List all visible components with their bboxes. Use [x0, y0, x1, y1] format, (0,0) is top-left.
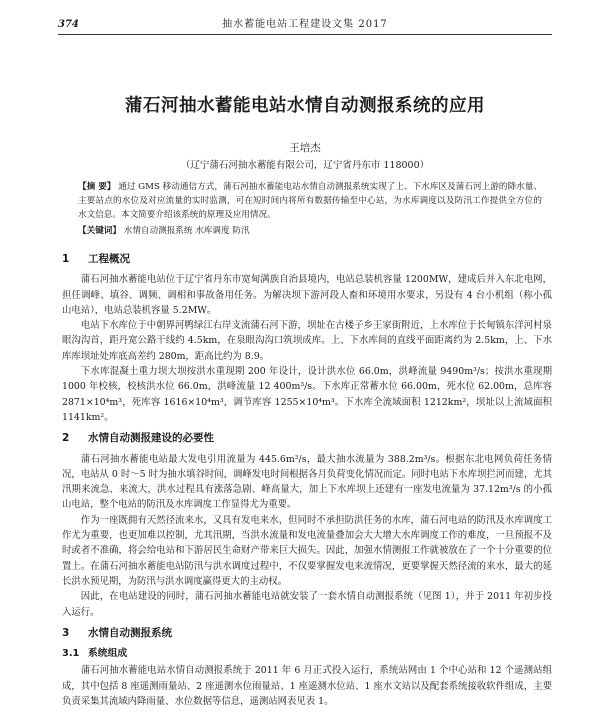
page-number: 374 — [58, 19, 79, 30]
section-title: 工程概况 — [88, 253, 130, 265]
paragraph: 下水库混凝土重力坝大坝按洪水重现期 200 年设计，设计洪水位 66.0m，洪峰流量 9490m³/s；按洪水重现期 1000 年校核，校核洪水位 66.0m，洪峰流量 12 400m³/s。下水库正常蓄水位 66.00m，死水位 62.00m，总库容 2871×10⁴m³，死库容 1616×10⁴m³，调节库容 1255×10⁴m³。下水库全流域面积 1212km²，坝址以上流域面积 1141km²。 — [62, 366, 552, 423]
abstract — [78, 180, 542, 222]
paragraph: 因此，在电站建设的同时，蒲石河抽水蓄能电站就安装了一套水情自动测报系统（见图 1），并于 2011 年初步投入运行。 — [62, 591, 552, 618]
section-heading — [62, 626, 552, 641]
section-heading — [62, 431, 552, 446]
article-body — [62, 246, 552, 709]
keywords — [78, 224, 542, 238]
subsection-heading — [62, 646, 552, 661]
abstract-label: 【摘 要】 — [78, 182, 116, 192]
paragraph: 蒲石河抽水蓄能电站最大发电引用流量为 445.6m³/s，最大抽水流量为 388.2m³/s。根据东北电网负荷任务情况，电站从 0 时～5 时为抽水填谷时间，调峰发电时间根据各月负荷变化情况而定。同时电站下水库坝拦河而建，尤其汛期来流急、来流大，洪水过程具有涨落急剧、峰高量大，加上下水库坝上还建有一座发电流量为 37.12m³/s 的小孤山电站，整个电站的防汛及水库调度工作显得尤为重要。 — [62, 453, 552, 511]
abstract-text: 通过 GMS 移动通信方式，蒲石河抽水蓄能电站水情自动测报系统实现了上、下水库区及蒲石河上游的降水量、主要站点的水位及对应流量的实时监测，可在短时间内将所有数据传输至中心站，为水库调度以及防汛工作提供全方位的水文信息。本文简要介绍该系统的原理及应用情况。 — [78, 182, 542, 220]
section-title: 水情自动测报建设的必要性 — [88, 432, 214, 445]
journal-name: 抽水蓄能电站工程建设文集 2017 — [222, 19, 388, 30]
affiliation: （辽宁蒲石河抽水蓄能有限公司，辽宁省丹东市 118000） — [180, 160, 430, 171]
section-number: 1 — [62, 253, 70, 265]
keywords-label: 【关键词】 — [78, 226, 121, 236]
header-rule — [58, 34, 552, 35]
section-number: 2 — [62, 432, 70, 445]
paragraph: 蒲石河抽水蓄能电站水情自动测报系统于 2011 年 6 月正式投入运行，系统站网由 1 个中心站和 12 个遥测站组成，其中包括 8 座遥测雨量站、2 座遥测水位雨量站、1 座遥测水位站、1 座水文站以及配套系统接收软件组成，主要负责采集其流域内降雨量、水位数据等信息，遥测站网表见表 1。 — [62, 665, 552, 708]
subsection-title: 系统组成 — [88, 648, 128, 660]
paragraph: 电站下水库位于中朝界河鸭绿江右岸支流蒲石河下游，坝址在古楼子乡王家街附近，上水库位于长甸镇东洋河村泉眼沟沟首，距丹宽公路干线约 4.5km，在泉眼沟沟口筑坝成库。上、下水库间的直线平面距离约为 2.5km，上、下水库库坝址处库底高差约 280m，距高比约为 8.9。 — [62, 320, 552, 362]
keywords-text: 水情自动测报系统 水库调度 防汛 — [123, 226, 250, 236]
paragraph: 蒲石河抽水蓄能电站位于辽宁省丹东市宽甸满族自治县境内，电站总装机容量 1200MW，建成后并入东北电网，担任调峰、填谷、调频、调相和事故备用任务。为解决坝下游河段人畜和环境用水要求，另设有 4 台小机组（称小孤山电站），电站总装机容量 5.2MW。 — [62, 274, 552, 316]
section-title: 水情自动测报系统 — [88, 626, 172, 639]
paragraph: 作为一座既拥有天然径流来水，又具有发电来水，但同时不承担防洪任务的水库，蒲石河电站的防汛及水库调度工作尤为重要，也更加难以控制，尤其汛期，当洪水流量和发电流量叠加会大大增大水库调度工作的难度，一旦预报不及时或者不准确，将会给电站和下游居民生命财产带来巨大损失。因此，加强水情测报工作就被放在了一个十分重要的位置上。在蒲石河抽水蓄能电站防汛与洪水调度过程中，不仅要掌握发电来流情况，更要掌握天然径流的来水，最大的延长洪水预见期，为防汛与洪水调度赢得更大的主动权。 — [62, 514, 552, 587]
section-number: 3 — [62, 626, 70, 639]
running-head — [58, 18, 552, 34]
article-title: 蒲石河抽水蓄能电站水情自动测报系统的应用 — [125, 96, 485, 116]
section-heading — [62, 252, 552, 267]
author: 王培杰 — [289, 142, 321, 154]
subsection-number: 3.1 — [62, 648, 80, 660]
